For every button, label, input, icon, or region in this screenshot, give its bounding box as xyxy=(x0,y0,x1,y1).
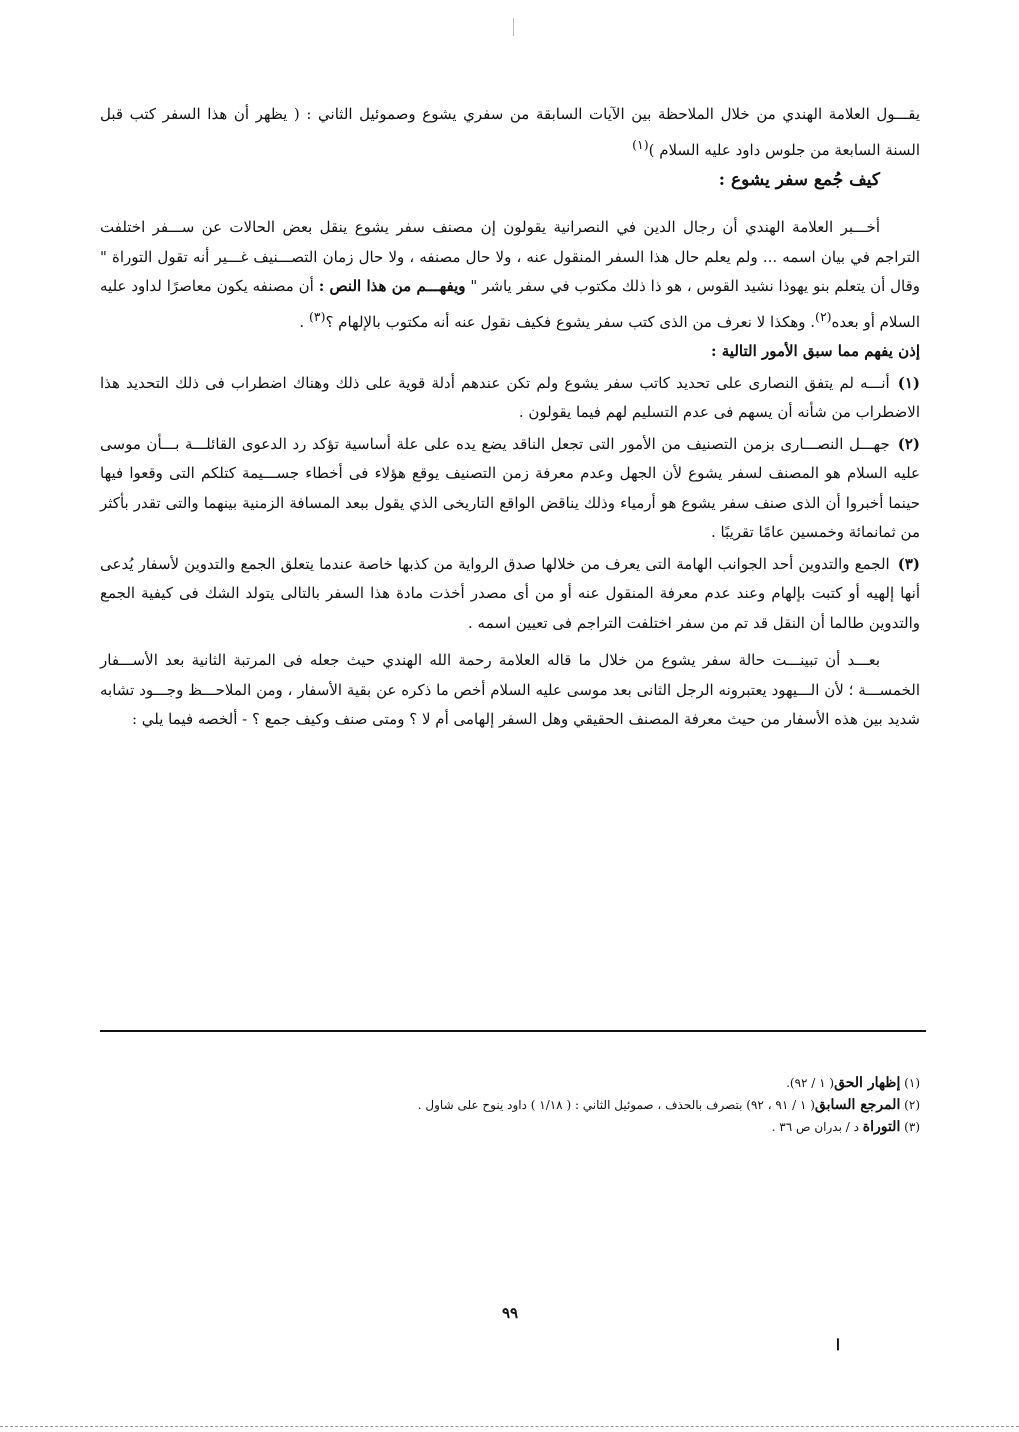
subheading: إذن يفهم مما سبق الأمور التالية : xyxy=(711,342,920,360)
intro-text: يقـــول العلامة الهندي من خلال الملاحظة بين الآيات السابقة من سفري يشوع وصموئيل الثاني : ( يظهر أن هذا السفر كتب قبل السنة السابعة من جلوس داود عليه السلام ) xyxy=(100,105,920,159)
list-item-number: (٢) xyxy=(897,434,920,453)
footnote xyxy=(100,1094,920,1116)
paragraph-1-bold: ويفهـــم من هذا النص : xyxy=(318,277,466,295)
footnote-ref-2: (٢) xyxy=(815,308,832,324)
footnote xyxy=(100,1116,920,1138)
footnote-source: إظهار الحق xyxy=(834,1075,901,1091)
paragraph-1-text: أخـــبر العلامة الهندي أن رجال الدين في النصرانية يقولون إن مصنف سفر يشوع ينقل بعض الحالات عن ســـفر اختلفت التراجم في بيان اسمه ... ولم يعلم حال هذا السفر المنقول عنه ، ولا حال مصنفه ، ولا حال زمان التصـــنيف غـــير أنه تقول التوراة " وقال أن يتعلم بنو يهوذا نشيد القوس ، هو ذا ذلك مكتوب في سفر ياشر " xyxy=(100,218,920,295)
footnote-ref-1: (١) xyxy=(632,136,649,152)
final-paragraph: بعـــد أن تبينـــت حالة سفر يشوع من خلال ما قاله العلامة رحمة الله الهندي حيث جعله فى المرتبة الثانية بعد الأســـفار الخمســـة ؛ لأن الـــيهود يعتبرونه الرجل الثانى بعد موسى عليه السلام أخص ما ذكره عن بقية الأسفار ، ومن الملاحـــظ وجـــود تشابه شديد بين هذه الأسفار من حيث معرفة المصنف الحقيقي وهل السفر إلهامى أم لا ؟ ومتى صنف وكيف جمع ؟ - ألخصه فيما يلي : xyxy=(100,651,920,728)
list-item xyxy=(100,550,920,639)
footnote-number: (٢) xyxy=(904,1098,920,1112)
section-heading: كيف جُمع سفر يشوع : xyxy=(718,170,880,190)
list-item-text: الجمع والتدوين أحد الجوانب الهامة التى يعرف من خلالها صدق الرواية من كذبها خاصة عندما يتعلق الجمع والتدوين لأسفار يُدعى أنها إلهيه أو كتبت بإلهام وعند عدم معرفة المنقول عنه أو من أى مصدر أخذت مادة هذا السفر بالتالى يتولد الشك فى كيفية الجمع والتدوين طالما أن النقل قد تم من سفر اختلفت التراجم فى تعيين اسمه . xyxy=(100,554,920,632)
footnotes xyxy=(100,1072,920,1138)
footnote-number: (١) xyxy=(904,1076,920,1090)
corner-mark: ا xyxy=(835,1336,841,1354)
list-item-number: (١) xyxy=(897,373,920,392)
paragraph-1-end: . xyxy=(299,312,309,331)
paragraph-1-rest2: . وهكذا لا نعرف من الذى كتب سفر يشوع فكيف نقول عنه أنه مكتوب بالإلهام ؟ xyxy=(325,312,816,331)
footnote-detail: ( ١ / ٩١ ، ٩٢) بتصرف بالحذف ، صموئيل الثاني : ( ١/١٨ ) داود ينوح على شاول . xyxy=(417,1098,815,1112)
list-item-text: جهـــل النصـــارى بزمن التصنيف من الأمور التى تجعل الناقد يضع يده على علة أساسية تؤكد رد الدعوى القائلـــة بـــأن موسى عليه السلام هو المصنف لسفر يشوع لأن الجهل وعدم معرفة زمن التصنيف يوقع هؤلاء فى أخطاء جســـيمة كتلكم التى وقعوا فيها حينما أخبروا أن الذى صنف سفر يشوع هو أرمياء وذلك يناقض الواقع التاريخى الذي يقول ببعد المسافة الزمنية بينهما والتى تقدر بأكثر من ثمانمائة وخمسين عامًا تقريبًا . xyxy=(100,434,920,541)
list-item xyxy=(100,369,920,428)
list-item xyxy=(100,430,920,548)
intro-paragraph xyxy=(100,100,920,165)
footnote xyxy=(100,1072,920,1094)
page-number: ٩٩ xyxy=(501,1304,519,1322)
list-item-number: (٣) xyxy=(897,554,920,573)
paragraph-1-rest1: أن مصنفه يكون معاصرًا لداود عليه السلام أو بعده xyxy=(100,277,920,331)
footnote-separator xyxy=(100,1030,926,1032)
scan-artifact-top xyxy=(513,18,514,36)
footnote-number: (٣) xyxy=(904,1120,920,1134)
scan-artifact-bottom xyxy=(0,1426,1019,1428)
list-item-text: أنـــه لم يتفق النصارى على تحديد كاتب سفر يشوع ولم تكن عندهم أدلة قوية على ذلك وهناك اضطراب فى ذلك التحديد هذا الاضطراب من شأنه أن يسهم فى عدم التسليم لهم فيما يقولون . xyxy=(100,373,920,421)
footnote-source: المرجع السابق xyxy=(814,1097,901,1113)
paragraph-1 xyxy=(100,213,920,337)
footnote-ref-3: (٣) xyxy=(308,308,326,324)
footnote-detail: د / بدران ص ٣٦ . xyxy=(771,1120,863,1134)
footnote-source: التوراة xyxy=(862,1119,901,1135)
main-text xyxy=(100,100,920,735)
footnote-detail: ( ١ / ٩٢). xyxy=(786,1076,835,1090)
